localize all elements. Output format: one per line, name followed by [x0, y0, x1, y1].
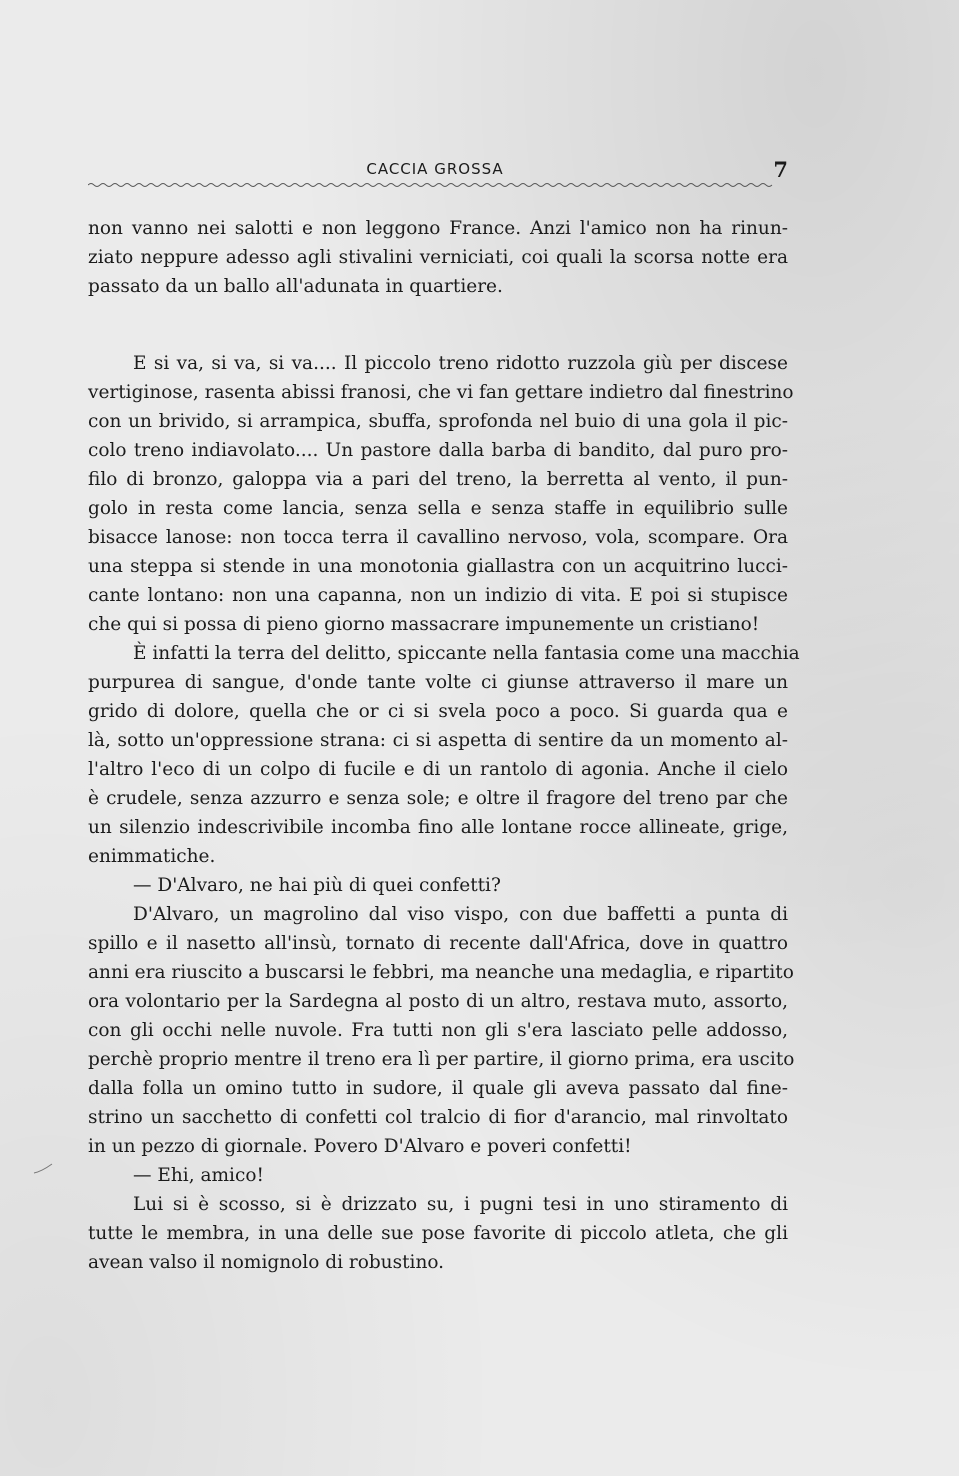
margin-mark	[33, 1163, 53, 1175]
text-line: bisacce lanose: non tocca terra il cavallino nervoso, vola, scompare. Ora	[88, 527, 788, 548]
text-line: ora volontario per la Sardegna al posto di un altro, restava muto, assorto,	[88, 991, 788, 1012]
text-line: strino un sacchetto di confetti col tralcio di fior d'arancio, mal rinvoltato	[88, 1107, 788, 1128]
text-line: vertiginose, rasenta abissi franosi, che vi fan gettare indietro dal finestrino	[88, 382, 794, 403]
text-line: — D'Alvaro, ne hai più di quei confetti?	[133, 875, 501, 896]
header-rule	[88, 176, 788, 194]
text-line: E si va, si va, si va.... Il piccolo treno ridotto ruzzola giù per discese	[133, 353, 788, 374]
text-line: — Ehi, amico!	[133, 1165, 264, 1186]
text-line: colo treno indiavolato.... Un pastore dalla barba di bandito, dal puro pro-	[88, 440, 788, 461]
text-line: D'Alvaro, un magrolino dal viso vispo, con due baffetti a punta di	[133, 904, 788, 925]
text-line: cante lontano: non una capanna, non un indizio di vita. E poi si stupisce	[88, 585, 788, 606]
text-line: dalla folla un omino tutto in sudore, il quale gli aveva passato dal fine-	[88, 1078, 788, 1099]
text-line: avean valso il nomignolo di robustino.	[88, 1252, 445, 1273]
text-line: Lui si è scosso, si è drizzato su, i pugni tesi in uno stiramento di	[133, 1194, 788, 1215]
page-number: 7	[773, 157, 788, 182]
text-line: là, sotto un'oppressione strana: ci si aspetta di sentire da un momento al-	[88, 730, 788, 751]
text-line: golo in resta come lancia, senza sella e senza staffe in equilibrio sulle	[88, 498, 788, 519]
text-line: anni era riuscito a buscarsi le febbri, ma neanche una medaglia, e ripartito	[88, 962, 794, 983]
paragraph	[88, 349, 794, 639]
text-line: con un brivido, si arrampica, sbuffa, sprofonda nel buio di una gola il pic-	[88, 411, 788, 432]
text-line: che qui si possa di pieno giorno massacrare impunemente un cristiano!	[88, 614, 760, 635]
paragraph	[88, 1190, 788, 1277]
text-line: passato da un ballo all'adunata in quartiere.	[88, 276, 503, 297]
section-break	[88, 301, 788, 349]
text-line: in un pezzo di giornale. Povero D'Alvaro e poveri confetti!	[88, 1136, 632, 1157]
text-line: è crudele, senza azzurro e senza sole; e oltre il fragore del treno par che	[88, 788, 788, 809]
paragraph	[88, 639, 800, 871]
text-line: tutte le membra, in una delle sue pose favorite di piccolo atleta, che gli	[88, 1223, 788, 1244]
text-line: non vanno nei salotti e non leggono France. Anzi l'amico non ha rinun-	[88, 218, 788, 239]
body-text	[88, 214, 800, 1277]
text-line: con gli occhi nelle nuvole. Fra tutti non gli s'era lasciato pelle addosso,	[88, 1020, 788, 1041]
text-line: filo di bronzo, galoppa via a pari del treno, la berretta al vento, il pun-	[88, 469, 788, 490]
text-line: spillo e il nasetto all'insù, tornato di recente dall'Africa, dove in quattro	[88, 933, 788, 954]
paragraph	[88, 214, 788, 301]
text-line: una steppa si stende in una monotonia giallastra con un acquitrino lucci-	[88, 556, 788, 577]
text-line: un silenzio indescrivibile incomba fino alle lontane rocce allineate, grige,	[88, 817, 788, 838]
text-line: l'altro l'eco di un colpo di fucile e di un rantolo di agonia. Anche il cielo	[88, 759, 788, 780]
paragraph	[88, 871, 788, 900]
text-line: È infatti la terra del delitto, spiccante nella fantasia come una macchia	[133, 643, 800, 664]
text-line: ziato neppure adesso agli stivalini verniciati, coi quali la scorsa notte era	[88, 247, 788, 268]
paragraph	[88, 1161, 788, 1190]
text-line: grido di dolore, quella che or ci si svela poco a poco. Si guarda qua e	[88, 701, 788, 722]
running-title: CACCIA GROSSA	[366, 160, 504, 178]
text-line: purpurea di sangue, d'onde tante volte ci giunse attraverso il mare un	[88, 672, 788, 693]
paragraph	[88, 900, 795, 1161]
text-line: perchè proprio mentre il treno era lì per partire, il giorno prima, era uscito	[88, 1049, 795, 1070]
text-line: enimmatiche.	[88, 846, 216, 867]
